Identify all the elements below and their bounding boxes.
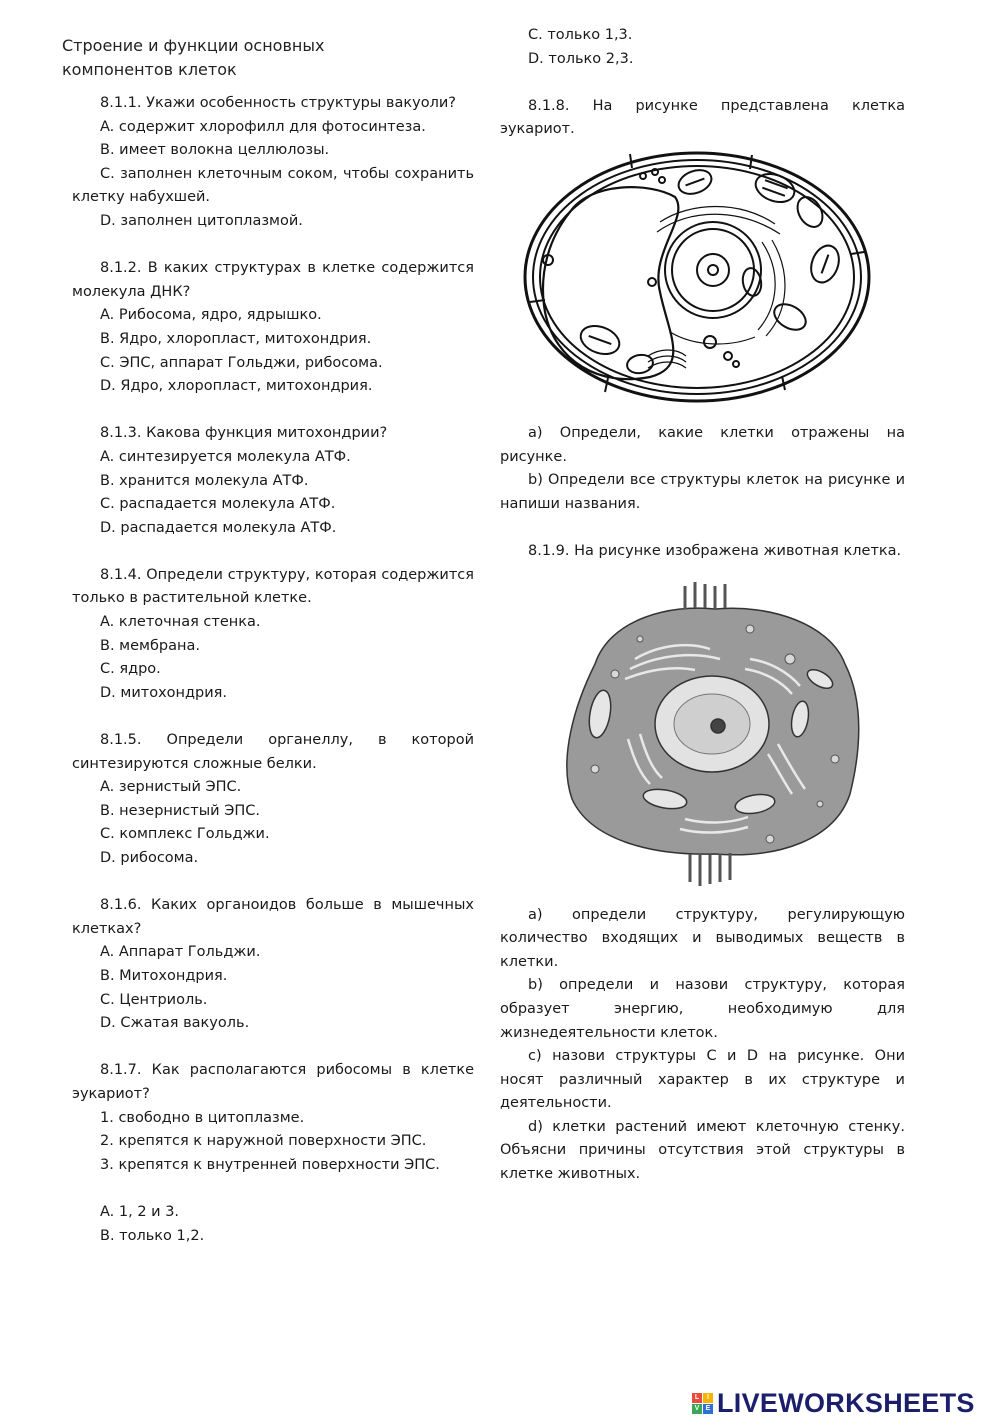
task-8-1-9-c: c) назови структуры C и D на рисунке. Они носят различный характер в их структуре и деятельности.: [500, 1048, 905, 1112]
logo-block-1: L: [692, 1393, 702, 1403]
option: B. имеет волокна целлюлозы.: [100, 142, 330, 159]
task-8-1-9-b: b) определи и назови структуру, которая образует энергию, необходимую для жизнедеятельности клеток.: [500, 977, 905, 1041]
task-8-1-8-a: a) Определи, какие клетки отражены на рисунке.: [500, 424, 905, 465]
question-8-1-1: 8.1.1. Укажи особенность структуры вакуоли?: [100, 95, 456, 111]
option: B. незернистый ЭПС.: [100, 802, 260, 819]
option: C. ЭПС, аппарат Гольджи, рибосома.: [100, 354, 383, 371]
statement: 2. крепятся к наружной поверхности ЭПС.: [100, 1133, 427, 1150]
option: D. только 2,3.: [528, 50, 634, 67]
statement: 1. свободно в цитоплазме.: [100, 1109, 305, 1126]
logo-text: LIVEWORKSHEETS: [717, 1387, 975, 1418]
option: D. митохондрия.: [100, 684, 227, 701]
question-8-1-6: 8.1.6. Каких органоидов больше в мышечных клетках?: [72, 897, 474, 937]
option: D. рибосома.: [100, 850, 199, 866]
question-8-1-9: 8.1.9. На рисунке изображена животная клетка.: [528, 542, 902, 559]
option: C. распадается молекула АТФ.: [100, 496, 336, 513]
question-8-1-2: 8.1.2. В каких структурах в клетке содержится молекула ДНК?: [72, 260, 474, 300]
option: D. Ядро, хлоропласт, митохондрия.: [100, 378, 373, 395]
question-8-1-3: 8.1.3. Какова функция митохондрии?: [100, 425, 388, 442]
task-8-1-9-d: d) клетки растений имеют клеточную стенку. Объясни причины отсутствия этой структуры в клетке животных.: [500, 1118, 905, 1183]
option: D. Сжатая вакуоль.: [100, 1015, 250, 1032]
option: D. заполнен цитоплазмой.: [100, 212, 303, 229]
option: A. содержит хлорофилл для фотосинтеза.: [100, 118, 426, 135]
option: B. хранится молекула АТФ.: [100, 472, 309, 489]
task-8-1-8-b: b) Определи все структуры клеток на рисунке и напиши названия.: [500, 472, 905, 512]
statement: 3. крепятся к внутренней поверхности ЭПС.: [100, 1156, 440, 1173]
question-8-1-5: 8.1.5. Определи органеллу, в которой синтезируются сложные белки.: [72, 732, 474, 772]
title-line-2: компонентов клеток: [62, 60, 237, 79]
option: C. только 1,3.: [528, 27, 633, 43]
option: C. ядро.: [100, 661, 161, 678]
option: B. мембрана.: [100, 637, 200, 654]
option: C. Центриоль.: [100, 991, 208, 1008]
option: A. Рибосома, ядро, ядрышко.: [100, 307, 322, 324]
option: A. 1, 2 и 3.: [100, 1203, 180, 1220]
question-8-1-4: 8.1.4. Определи структуру, которая содержится только в растительной клетке.: [72, 566, 474, 607]
option: B. Ядро, хлоропласт, митохондрия.: [100, 330, 372, 347]
logo-icon: [692, 1393, 713, 1414]
logo-block-3: V: [692, 1404, 702, 1414]
plant-cell-figure: [500, 142, 905, 422]
option: C. заполнен клеточным соком, чтобы сохранить клетку набухшей.: [72, 165, 474, 206]
option: C. комплекс Гольджи.: [100, 826, 270, 843]
question-8-1-8: 8.1.8. На рисунке представлена клетка эукариот.: [500, 97, 905, 138]
option: A. синтезируется молекула АТФ.: [100, 448, 351, 465]
option: A. зернистый ЭПС.: [100, 779, 242, 796]
option: A. Аппарат Гольджи.: [100, 944, 261, 961]
option: B. только 1,2.: [100, 1227, 205, 1244]
option: A. клеточная стенка.: [100, 614, 261, 631]
task-8-1-9-a: a) определи структуру, регулирующую количество входящих и выводимых веществ в клетки.: [500, 906, 905, 970]
logo-block-4: E: [703, 1404, 713, 1414]
animal-cell-figure: [500, 564, 905, 904]
left-column: [72, 92, 474, 1248]
liveworksheets-logo: [692, 1388, 975, 1418]
title-line-1: Строение и функции основных: [62, 36, 325, 55]
option: B. Митохондрия.: [100, 967, 228, 984]
option: D. распадается молекула АТФ.: [100, 519, 337, 536]
logo-block-2: I: [703, 1393, 713, 1403]
worksheet-title: [62, 34, 324, 82]
question-8-1-7: 8.1.7. Как располагаются рибосомы в клетке эукариот?: [72, 1062, 474, 1102]
right-column: [500, 24, 905, 1187]
